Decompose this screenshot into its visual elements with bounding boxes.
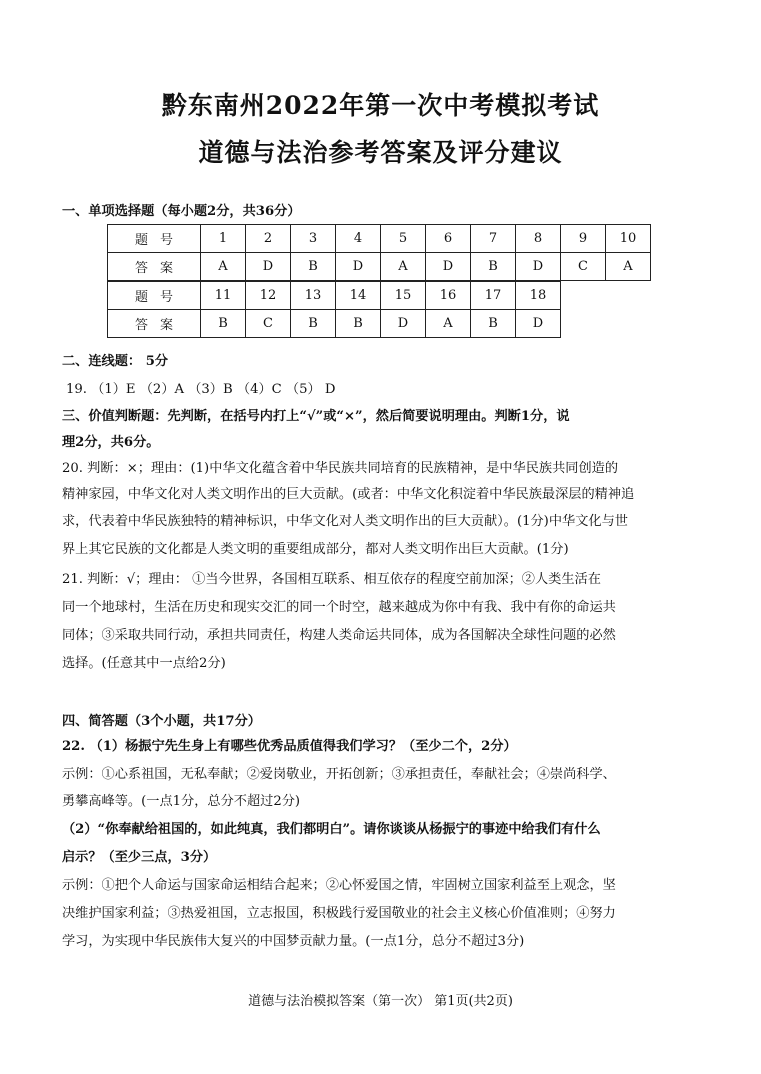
table-cell: B bbox=[336, 310, 381, 338]
q22-1-question: 22. （1）杨振宁先生身上有哪些优秀品质值得我们学习？（至少二个，2分） bbox=[62, 739, 517, 754]
page-subtitle: 道德与法治参考答案及评分建议 bbox=[198, 138, 563, 167]
row-label: 题号 bbox=[108, 225, 201, 253]
page-title: 黔东南州2022年第一次中考模拟考试 bbox=[161, 91, 600, 120]
q20-line: 求，代表着中华民族独特的精神标识，中华文化对人类文明作出的巨大贡献）。(1分)中华文化与世 bbox=[62, 514, 628, 529]
table-cell: D bbox=[516, 310, 561, 338]
page-footer: 道德与法治模拟答案（第一次） 第1页(共2页) bbox=[248, 994, 513, 1009]
q22-2-answer: 决维护国家利益；③热爱祖国，立志报国，积极践行爱国敬业的社会主义核心价值准则；④努力 bbox=[62, 906, 616, 921]
row-label: 题号 bbox=[108, 282, 201, 310]
q22-2-answer: 示例：①把个人命运与国家命运相结合起来；②心怀爱国之情，牢固树立国家利益至上观念，坚 bbox=[62, 878, 616, 893]
table-cell: B bbox=[471, 310, 516, 338]
table-row bbox=[108, 253, 651, 281]
table-row bbox=[108, 310, 561, 338]
answer-table-2 bbox=[107, 281, 561, 338]
table-cell: 14 bbox=[336, 282, 381, 310]
table-cell: 12 bbox=[246, 282, 291, 310]
table-cell: B bbox=[201, 310, 246, 338]
table-row bbox=[108, 225, 651, 253]
row-label: 答案 bbox=[108, 310, 201, 338]
table-cell: 3 bbox=[291, 225, 336, 253]
table-cell: 10 bbox=[606, 225, 651, 253]
row-label: 答案 bbox=[108, 253, 201, 281]
q22-1-answer: 示例：①心系祖国，无私奉献；②爱岗敬业，开拓创新；③承担责任，奉献社会；④崇尚科学、 bbox=[62, 767, 616, 782]
table-cell: A bbox=[201, 253, 246, 281]
table-cell: 13 bbox=[291, 282, 336, 310]
table-cell: D bbox=[381, 310, 426, 338]
table-cell: D bbox=[516, 253, 561, 281]
table-cell: 9 bbox=[561, 225, 606, 253]
q20-line: 20. 判断：×；理由：(1)中华文化蕴含着中华民族共同培育的民族精神，是中华民族共同创造的 bbox=[62, 461, 619, 476]
q22-1-answer: 勇攀高峰等。(一点1分，总分不超过2分) bbox=[62, 794, 301, 809]
q21-line: 选择。(任意其中一点给2分) bbox=[62, 656, 226, 671]
q21-line: 同体；③采取共同行动，承担共同责任，构建人类命运共同体，成为各国解决全球性问题的必然 bbox=[62, 628, 616, 643]
q22-2-answer: 学习，为实现中华民族伟大复兴的中国梦贡献力量。(一点1分，总分不超过3分) bbox=[62, 934, 525, 949]
table-cell: D bbox=[336, 253, 381, 281]
table-cell: C bbox=[246, 310, 291, 338]
table-cell: C bbox=[561, 253, 606, 281]
section-4-heading: 四、简答题（3个小题，共17分） bbox=[62, 714, 261, 729]
table-cell: B bbox=[291, 253, 336, 281]
section-3-heading-cont: 理2分，共6分。 bbox=[62, 435, 160, 450]
table-cell: D bbox=[246, 253, 291, 281]
table-cell: 4 bbox=[336, 225, 381, 253]
table-cell: 6 bbox=[426, 225, 471, 253]
q22-2-question: （2）“你奉献给祖国的，如此纯真，我们都明白”。请你谈谈从杨振宁的事迹中给我们有什么 bbox=[62, 822, 601, 837]
q22-2-question-cont: 启示？（至少三点，3分） bbox=[62, 850, 217, 865]
table-cell: A bbox=[606, 253, 651, 281]
section-2-heading: 二、连线题： 5分 bbox=[62, 354, 169, 369]
table-cell: 2 bbox=[246, 225, 291, 253]
table-cell: 5 bbox=[381, 225, 426, 253]
q19-answer: 19. （1）E （2）A （3）B （4）C （5） D bbox=[66, 382, 336, 397]
q21-line: 21. 判断：√；理由： ①当今世界，各国相互联系、相互依存的程度空前加深；②人类生活在 bbox=[62, 572, 601, 587]
table-cell: B bbox=[291, 310, 336, 338]
section-1-heading: 一、单项选择题（每小题2分，共36分） bbox=[62, 204, 301, 219]
q21-line: 同一个地球村，生活在历史和现实交汇的同一个时空，越来越成为你中有我、我中有你的命运共 bbox=[62, 600, 616, 615]
table-cell: D bbox=[426, 253, 471, 281]
table-cell: 16 bbox=[426, 282, 471, 310]
q20-line: 界上其它民族的文化都是人类文明的重要组成部分，都对人类文明作出巨大贡献。(1分) bbox=[62, 542, 569, 557]
table-cell: 18 bbox=[516, 282, 561, 310]
answer-table-1 bbox=[107, 224, 651, 281]
table-cell: 1 bbox=[201, 225, 246, 253]
table-cell: A bbox=[426, 310, 471, 338]
q20-line: 精神家园，中华文化对人类文明作出的巨大贡献。(或者：中华文化积淀着中华民族最深层的精神追 bbox=[62, 487, 635, 502]
table-cell: 17 bbox=[471, 282, 516, 310]
table-cell: 8 bbox=[516, 225, 561, 253]
table-row bbox=[108, 282, 561, 310]
table-cell: 7 bbox=[471, 225, 516, 253]
table-cell: A bbox=[381, 253, 426, 281]
table-cell: 11 bbox=[201, 282, 246, 310]
table-cell: B bbox=[471, 253, 516, 281]
table-cell: 15 bbox=[381, 282, 426, 310]
section-3-heading: 三、价值判断题：先判断，在括号内打上“√”或“×”，然后简要说明理由。判断1分，说 bbox=[62, 409, 570, 424]
